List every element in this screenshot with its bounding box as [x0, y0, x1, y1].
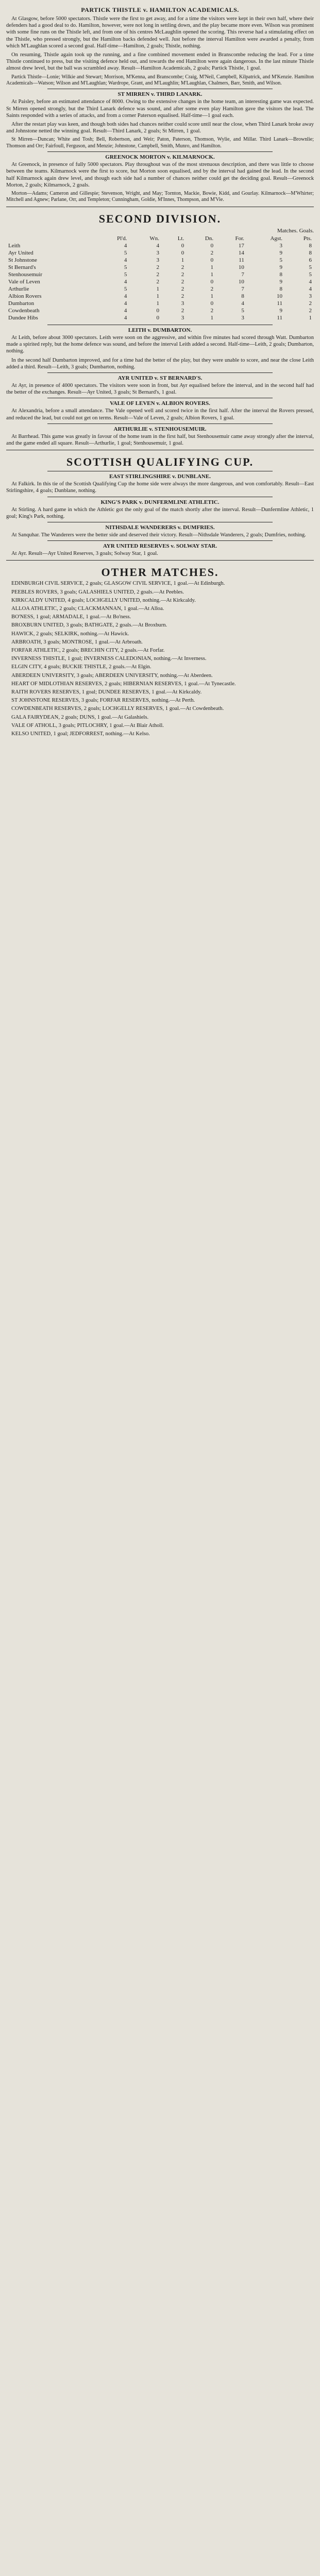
- match-heading: LEITH v. DUMBARTON.: [128, 327, 192, 333]
- table-cell: 3: [309, 293, 312, 299]
- result-item: ST JOHNSTONE RESERVES, 3 goals; FORFAR RESERVES, nothing.—At Perth.: [11, 698, 195, 704]
- section-rule: [47, 372, 273, 373]
- table-cell: 2: [210, 249, 214, 256]
- club-name: Dundee Hibs: [8, 314, 38, 321]
- table-cell: 4: [241, 300, 244, 307]
- match-heading: AYR UNITED v. ST BERNARD'S.: [117, 375, 203, 381]
- column-header: [6, 235, 96, 242]
- table-cell: 1: [156, 293, 159, 299]
- match-report-paragraph: At Leith, before about 3000 spectators. Leith were soon on the aggressive, and within five minutes had scored through Watt. Dumbarton made a spirited reply, but the home defence was sound, and before the interval Leith added a second. Half-time—Leith, 2 goals; Dumbarton, nothing.: [6, 334, 314, 354]
- league-table-header: [6, 235, 314, 242]
- league-table-row: [6, 314, 314, 321]
- table-cell: 2: [210, 307, 214, 314]
- match-heading: KING'S PARK v. DUNFERMLINE ATHLETIC.: [100, 499, 220, 505]
- match-report-paragraph: At Greenock, in presence of fully 5000 spectators. Play throughout was of the most strenuous description, and there was little to choose between the teams. Kilmarnock were the first to score, but Morton soon equalised, and by the interval had gained the lead. In the second half Kilmarnock again drew level, and though each side had a number of chances neither could get the deciding goal. Result—Greenock Morton, 2 goals; Kilmarnock, 2 goals.: [6, 162, 314, 188]
- match-report-paragraph: At Sanquhar. The Wanderers were the better side and deserved their victory. Result—Nithsdale Wanderers, 2 goals; Dumfries, nothing.: [11, 532, 306, 538]
- league-table-row: [6, 264, 314, 271]
- table-cell: 8: [279, 271, 282, 278]
- table-cell: 10: [277, 293, 282, 299]
- club-name: Leith: [8, 242, 21, 249]
- table-cell: 2: [156, 271, 159, 278]
- match-report-paragraph: On resuming, Thistle again took up the running, and a fine combined movement ended in Branscombe reducing the lead. For a time Thistle continued to press, but the visiting defence held out, and towards the end Hamilton were again dangerous. In the last minute Thistle almost drew level, but the ball was scrambled away. Result—Hamilton Academicals, 2 goals; Partick Thistle, 1 goal.: [6, 52, 314, 72]
- table-cell: 3: [241, 314, 244, 321]
- table-cell: 1: [309, 314, 312, 321]
- club-name: Ayr United: [8, 249, 33, 256]
- league-table-row: [6, 257, 314, 264]
- match-heading: NITHSDALE WANDERERS v. DUMFRIES.: [105, 524, 215, 531]
- result-item: FORFAR ATHLETIC, 2 goals; BRECHIN CITY, 2 goals.—At Forfar.: [11, 647, 165, 653]
- table-cell: 5: [309, 271, 312, 278]
- league-table-row: [6, 300, 314, 307]
- match-report-paragraph: In the second half Dumbarton improved, and for a time had the better of the play, but they were unable to score, and near the close Leith added a third. Result—Leith, 3 goals; Dumbarton, nothing.: [6, 357, 314, 370]
- table-cell: 5: [241, 307, 244, 314]
- table-cell: 0: [210, 300, 214, 307]
- table-cell: 9: [279, 249, 282, 256]
- table-cell: 4: [309, 285, 312, 292]
- table-cell: 1: [210, 293, 214, 299]
- table-cell: 9: [279, 264, 282, 270]
- club-name: Dumbarton: [8, 300, 35, 307]
- table-cell: 4: [124, 307, 127, 314]
- column-header: For.: [235, 235, 244, 242]
- league-table: [6, 235, 314, 321]
- section-rule: [47, 423, 273, 424]
- match-report-paragraph: At Glasgow, before 5000 spectators. Thistle were the first to get away, and for a time the visitors were kept in their own half, where their defenders had a good deal to do. Hamilton, however, were not long in settling down, and the play became more even. Wilson was prominent with some fine runs on the Thistle left, and from one of his centres McLaughlin opened the scoring. This reverse had a stimulating effect on the Thistle, who pressed strongly, but the Hamilton backs defended well. Just before the interval Hamilton were awarded a penalty, from which M'Laughlan scored a second goal. Half-time—Hamilton, 2 goals; Thistle, nothing.: [6, 16, 314, 49]
- result-item: GALA FAIRYDEAN, 2 goals; DUNS, 1 goal.—At Galashiels.: [11, 714, 149, 720]
- table-cell: 3: [156, 249, 159, 256]
- table-cell: 4: [124, 257, 127, 263]
- club-name: Cowdenbeath: [8, 307, 40, 314]
- table-cell: 0: [181, 249, 184, 256]
- table-cell: 6: [309, 257, 312, 263]
- division-heading: OTHER MATCHES.: [101, 566, 219, 579]
- table-cell: 4: [124, 314, 127, 321]
- table-cell: 1: [156, 300, 159, 307]
- table-cell: 3: [181, 300, 184, 307]
- table-cell: 8: [279, 285, 282, 292]
- table-cell: 2: [181, 278, 184, 285]
- team-lineups: Partick Thistle—Lonie; Wilkie and Stewart; Morrison, M'Kenna, and Branscombe; Craig, M'Neil, Campbell, Kilpatrick, and M'Kenzie. Hamilton Academicals—Watson; Wilson and M'Laughlan; Wardrope, Grant, and M'Laughlin; M'Laughlan, Chalmers, Barr, Smith, and Wilson.: [6, 74, 314, 87]
- table-cell: 2: [181, 285, 184, 292]
- match-report-paragraph: After the restart play was keen, and though both sides had chances neither could score until near the close, when Third Lanark broke away and Johnstone netted the winning goal. Result—Third Lanark, 2 goals; St Mirren, 1 goal.: [6, 122, 314, 134]
- table-cell: 1: [156, 285, 159, 292]
- result-item: BROXBURN UNITED, 3 goals; BATHGATE, 2 goals.—At Broxburn.: [11, 622, 167, 629]
- table-cell: 4: [124, 300, 127, 307]
- table-cell: 9: [279, 307, 282, 314]
- table-cell: 3: [156, 257, 159, 263]
- column-header: Dn.: [205, 235, 214, 242]
- match-report-paragraph: At Paisley, before an estimated attendance of 8000. Owing to the extensive changes in the home team, an interesting game was expected. St Mirren opened strongly, but the Third Lanark defence was sound, and after some even play Hamilton gave the visitors the lead. The Saints responded with a series of attacks, and from a corner Paterson equalised. Half-time—1 goal each.: [6, 99, 314, 118]
- table-caption: Matches. Goals.: [277, 227, 314, 234]
- league-table-row: [6, 242, 314, 249]
- table-cell: 2: [210, 285, 214, 292]
- section-rule: [47, 151, 273, 152]
- table-cell: 1: [210, 314, 214, 321]
- table-cell: 0: [210, 257, 214, 263]
- match-report-paragraph: At Ayr. Result—Ayr United Reserves, 3 goals; Solway Star, 1 goal.: [11, 551, 158, 557]
- table-cell: 0: [210, 242, 214, 249]
- table-cell: 9: [279, 278, 282, 285]
- division-heading: SCOTTISH QUALIFYING CUP.: [66, 455, 254, 469]
- result-item: HEART OF MIDLOTHIAN RESERVES, 2 goals; HIBERNIAN RESERVES, 1 goal.—At Tynecastle.: [11, 681, 236, 687]
- match-report-paragraph: At Stirling. A hard game in which the Athletic got the only goal of the match shortly after the interval. Result—Dunfermline Athletic, 1 goal; King's Park, nothing.: [6, 506, 314, 519]
- match-heading: ARTHURLIE v. STENHOUSEMUIR.: [113, 426, 207, 432]
- match-heading: VALE OF LEVEN v. ALBION ROVERS.: [110, 400, 210, 407]
- table-cell: 4: [124, 278, 127, 285]
- table-cell: 2: [181, 271, 184, 278]
- table-cell: 8: [309, 249, 312, 256]
- result-item: VALE OF ATHOLL, 3 goals; PITLOCHRY, 1 goal.—At Blair Atholl.: [11, 722, 164, 728]
- table-cell: 2: [181, 293, 184, 299]
- table-cell: 5: [309, 264, 312, 270]
- table-cell: 8: [309, 242, 312, 249]
- league-table-row: [6, 278, 314, 285]
- column-header: Pts.: [303, 235, 312, 242]
- column-header: Agst.: [270, 235, 282, 242]
- league-table-row: [6, 249, 314, 257]
- match-heading: EAST STIRLINGSHIRE v. DUNBLANE.: [109, 473, 211, 480]
- table-cell: 7: [241, 285, 244, 292]
- team-lineups: Morton—Adams; Cameron and Gillespie; Stevenson, Wright, and May; Tornton, Mackie, Bowie, Kidd, and Gourlay. Kilmarnock—M'Whirter; Mitchell and Agnew; Parlane, Orr, and Templeton; Cunningham, Goldie, M'Innes, Thompson, and M'Vie.: [6, 191, 314, 203]
- table-cell: 4: [124, 242, 127, 249]
- result-item: ABERDEEN UNIVERSITY, 3 goals; ABERDEEN UNIVERSITY, nothing.—At Aberdeen.: [11, 672, 213, 679]
- club-name: Albion Rovers: [8, 293, 42, 299]
- match-heading: AYR UNITED RESERVES v. SOLWAY STAR.: [103, 543, 217, 550]
- column-header: Pl'd.: [116, 235, 127, 242]
- club-name: Stenhousemuir: [8, 271, 42, 278]
- match-report-paragraph: At Barrhead. This game was greatly in favour of the home team in the first half, but Stenhousemuir came away strongly after the interval, and the game ended all square. Result—Arthurlie, 1 goal; Stenhousemuir, 1 goal.: [6, 433, 314, 446]
- club-name: St Bernard's: [8, 264, 36, 270]
- club-name: St Johnstone: [8, 257, 37, 263]
- league-table-row: [6, 307, 314, 314]
- table-cell: 5: [124, 264, 127, 270]
- table-cell: 3: [279, 242, 282, 249]
- division-rule: [6, 560, 314, 561]
- result-item: RAITH ROVERS RESERVES, 1 goal; DUNDEE RESERVES, 1 goal.—At Kirkcaldy.: [11, 689, 202, 695]
- result-item: KIRKCALDY UNITED, 4 goals; LOCHGELLY UNITED, nothing.—At Kirkcaldy.: [11, 597, 196, 603]
- table-cell: 5: [279, 257, 282, 263]
- club-name: Vale of Leven: [8, 278, 40, 285]
- match-report-paragraph: At Falkirk. In this tie of the Scottish Qualifying Cup the home side were always the more dangerous, and won comfortably. Result—East Stirlingshire, 4 goals; Dunblane, nothing.: [6, 481, 314, 494]
- result-item: COWDENBEATH RESERVES, 2 goals; LOCHGELLY RESERVES, 1 goal.—At Cowdenbeath.: [11, 706, 224, 712]
- table-cell: 7: [241, 271, 244, 278]
- division-heading: SECOND DIVISION.: [98, 212, 222, 225]
- table-cell: 11: [239, 257, 244, 263]
- table-cell: 4: [309, 278, 312, 285]
- match-heading: GREENOCK MORTON v. KILMARNOCK.: [105, 154, 215, 161]
- table-cell: 11: [277, 300, 282, 307]
- club-name: Arthurlie: [8, 285, 29, 292]
- table-cell: 2: [156, 278, 159, 285]
- table-cell: 2: [156, 264, 159, 270]
- result-item: PEEBLES ROVERS, 3 goals; GALASHIELS UNITED, 2 goals.—At Peebles.: [11, 589, 184, 595]
- table-cell: 0: [210, 278, 214, 285]
- result-item: ARBROATH, 3 goals; MONTROSE, 1 goal.—At Arbroath.: [11, 639, 143, 645]
- table-cell: 4: [156, 242, 159, 249]
- section-heading: PARTICK THISTLE v. HAMILTON ACADEMICALS.: [81, 6, 239, 13]
- column-header: Lt.: [177, 235, 184, 242]
- table-cell: 3: [181, 314, 184, 321]
- table-cell: 0: [156, 314, 159, 321]
- table-cell: 1: [181, 257, 184, 263]
- table-cell: 0: [181, 242, 184, 249]
- match-heading: ST MIRREN v. THIRD LANARK.: [117, 91, 203, 98]
- team-lineups: St Mirren—Duncan; White and Tosh; Bell, Robertson, and Weir; Paton, Paterson, Thomson, Wylie, and Millar. Third Lanark—Brownlie; Thomson and Orr; Fairfoull, Ferguson, and Menzie; Johnstone, Campbell, Smith, Munro, and Hamilton.: [6, 137, 314, 149]
- table-cell: 1: [210, 271, 214, 278]
- result-item: ELGIN CITY, 4 goals; BUCKIE THISTLE, 2 goals.—At Elgin.: [11, 664, 151, 670]
- result-item: INVERNESS THISTLE, 1 goal; INVERNESS CALEDONIAN, nothing.—At Inverness.: [11, 656, 207, 662]
- table-cell: 17: [238, 242, 244, 249]
- result-item: HAWICK, 2 goals; SELKIRK, nothing.—At Hawick.: [11, 631, 129, 637]
- league-table-row: [6, 285, 314, 293]
- table-cell: 2: [309, 300, 312, 307]
- league-table-row: [6, 293, 314, 300]
- table-cell: 2: [309, 307, 312, 314]
- table-cell: 2: [181, 307, 184, 314]
- table-cell: 14: [238, 249, 244, 256]
- result-item: KELSO UNITED, 1 goal; JEDFORREST, nothing.—At Kelso.: [11, 731, 150, 737]
- result-item: EDINBURGH CIVIL SERVICE, 2 goals; GLASGOW CIVIL SERVICE, 1 goal.—At Edinburgh.: [11, 581, 225, 587]
- section-rule: [47, 540, 273, 541]
- table-cell: 10: [238, 278, 244, 285]
- match-report-paragraph: At Alexandria, before a small attendance. The Vale opened well and scored twice in the first half. After the interval the Rovers pressed, and reduced the lead, but could not get on terms. Result—Vale of Leven, 2 goals; Albion Rovers, 1 goal.: [6, 408, 314, 421]
- table-cell: 8: [241, 293, 244, 299]
- table-cell: 5: [124, 249, 127, 256]
- table-cell: 2: [181, 264, 184, 270]
- table-cell: 4: [124, 293, 127, 299]
- table-cell: 1: [210, 264, 214, 270]
- table-cell: 10: [238, 264, 244, 270]
- result-item: ALLOA ATHLETIC, 2 goals; CLACKMANNAN, 1 goal.—At Alloa.: [11, 605, 164, 612]
- table-cell: 5: [124, 285, 127, 292]
- table-cell: 5: [124, 271, 127, 278]
- column-header: Wn.: [149, 235, 159, 242]
- league-table-row: [6, 271, 314, 278]
- table-cell: 0: [156, 307, 159, 314]
- result-item: BO'NESS, 1 goal; ARMADALE, 1 goal.—At Bo'ness.: [11, 614, 131, 620]
- table-cell: 11: [277, 314, 282, 321]
- match-report-paragraph: At Ayr, in presence of 4000 spectators. The visitors were soon in front, but Ayr equalised before the interval, and in the second half had the better of the exchanges. Result—Ayr United, 3 goals; St Bernard's, 1 goal.: [6, 382, 314, 396]
